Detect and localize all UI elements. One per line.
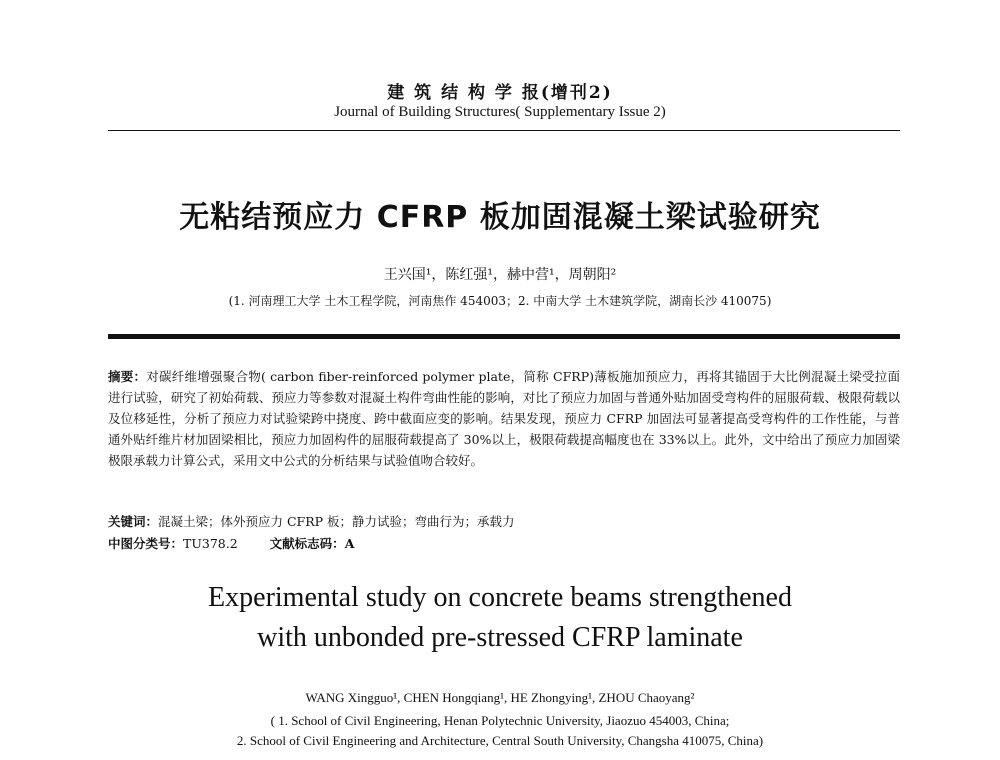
keywords-label: 关键词： bbox=[108, 514, 159, 529]
doc-code-label: 文献标志码： bbox=[269, 536, 345, 551]
journal-title-cn: 建 筑 结 构 学 报(增刊2) bbox=[387, 83, 613, 103]
journal-title-en: Journal of Building Structures( Supplementary Issue 2) bbox=[334, 104, 666, 120]
clc-label: 中图分类号： bbox=[108, 536, 184, 551]
affiliation-en-line2: 2. School of Civil Engineering and Architecture, Central South University, Changsha 410075, China) bbox=[236, 733, 764, 748]
abstract bbox=[108, 366, 900, 471]
abstract-text: 对碳纤维增强聚合物( carbon fiber-reinforced polymer plate，简称 CFRP)薄板施加预应力，再将其锚固于大比例混凝土梁受拉面进行试验，研究了初始荷载、预应力等参数对混凝土构件弯曲性能的影响，对比了预应力加固与普通外贴加固受弯构件的屈服荷载、极限荷载以及位移延性，分析了预应力对试验梁跨中挠度、跨中截面应变的影响。结果发现，预应力 CFRP 加固法可显著提高受弯构件的工作性能，与普通外贴纤维片材加固梁相比，预应力加固构件的屈服荷载提高了 30%以上，极限荷载提高幅度也在 33%以上。此外，文中给出了预应力加固梁极限承载力计算公式，采用文中公式的分析结果与试验值吻合较好。 bbox=[108, 369, 900, 468]
classification-line bbox=[108, 534, 354, 552]
affiliation-en-line1: ( 1. School of Civil Engineering, Henan Polytechnic University, Jiaozuo 454003, China; bbox=[270, 713, 730, 728]
affiliation-cn: (1. 河南理工大学 土木工程学院，河南焦作 454003；2. 中南大学 土木建筑学院，湖南长沙 410075) bbox=[228, 294, 772, 308]
authors-en: WANG Xingguo¹, CHEN Hongqiang¹, HE Zhongying¹, ZHOU Chaoyang² bbox=[305, 690, 695, 705]
header-divider bbox=[108, 130, 900, 131]
paper-title-en-line2: with unbonded pre-stressed CFRP laminate bbox=[257, 622, 743, 653]
affiliation-en bbox=[0, 711, 1000, 751]
paper-title-en bbox=[0, 578, 1000, 658]
paper-title-en-line1: Experimental study on concrete beams strengthened bbox=[208, 582, 792, 613]
section-divider bbox=[108, 334, 900, 339]
abstract-label: 摘要： bbox=[108, 369, 147, 384]
clc-value: TU378.2 bbox=[183, 536, 238, 551]
keywords bbox=[108, 512, 900, 530]
doc-code-value: A bbox=[344, 536, 355, 551]
keywords-text: 混凝土梁；体外预应力 CFRP 板；静力试验；弯曲行为；承载力 bbox=[158, 514, 515, 529]
authors-cn: 王兴国¹，陈红强¹，赫中营¹，周朝阳² bbox=[383, 267, 617, 283]
paper-title-cn: 无粘结预应力 CFRP 板加固混凝土梁试验研究 bbox=[179, 200, 821, 235]
